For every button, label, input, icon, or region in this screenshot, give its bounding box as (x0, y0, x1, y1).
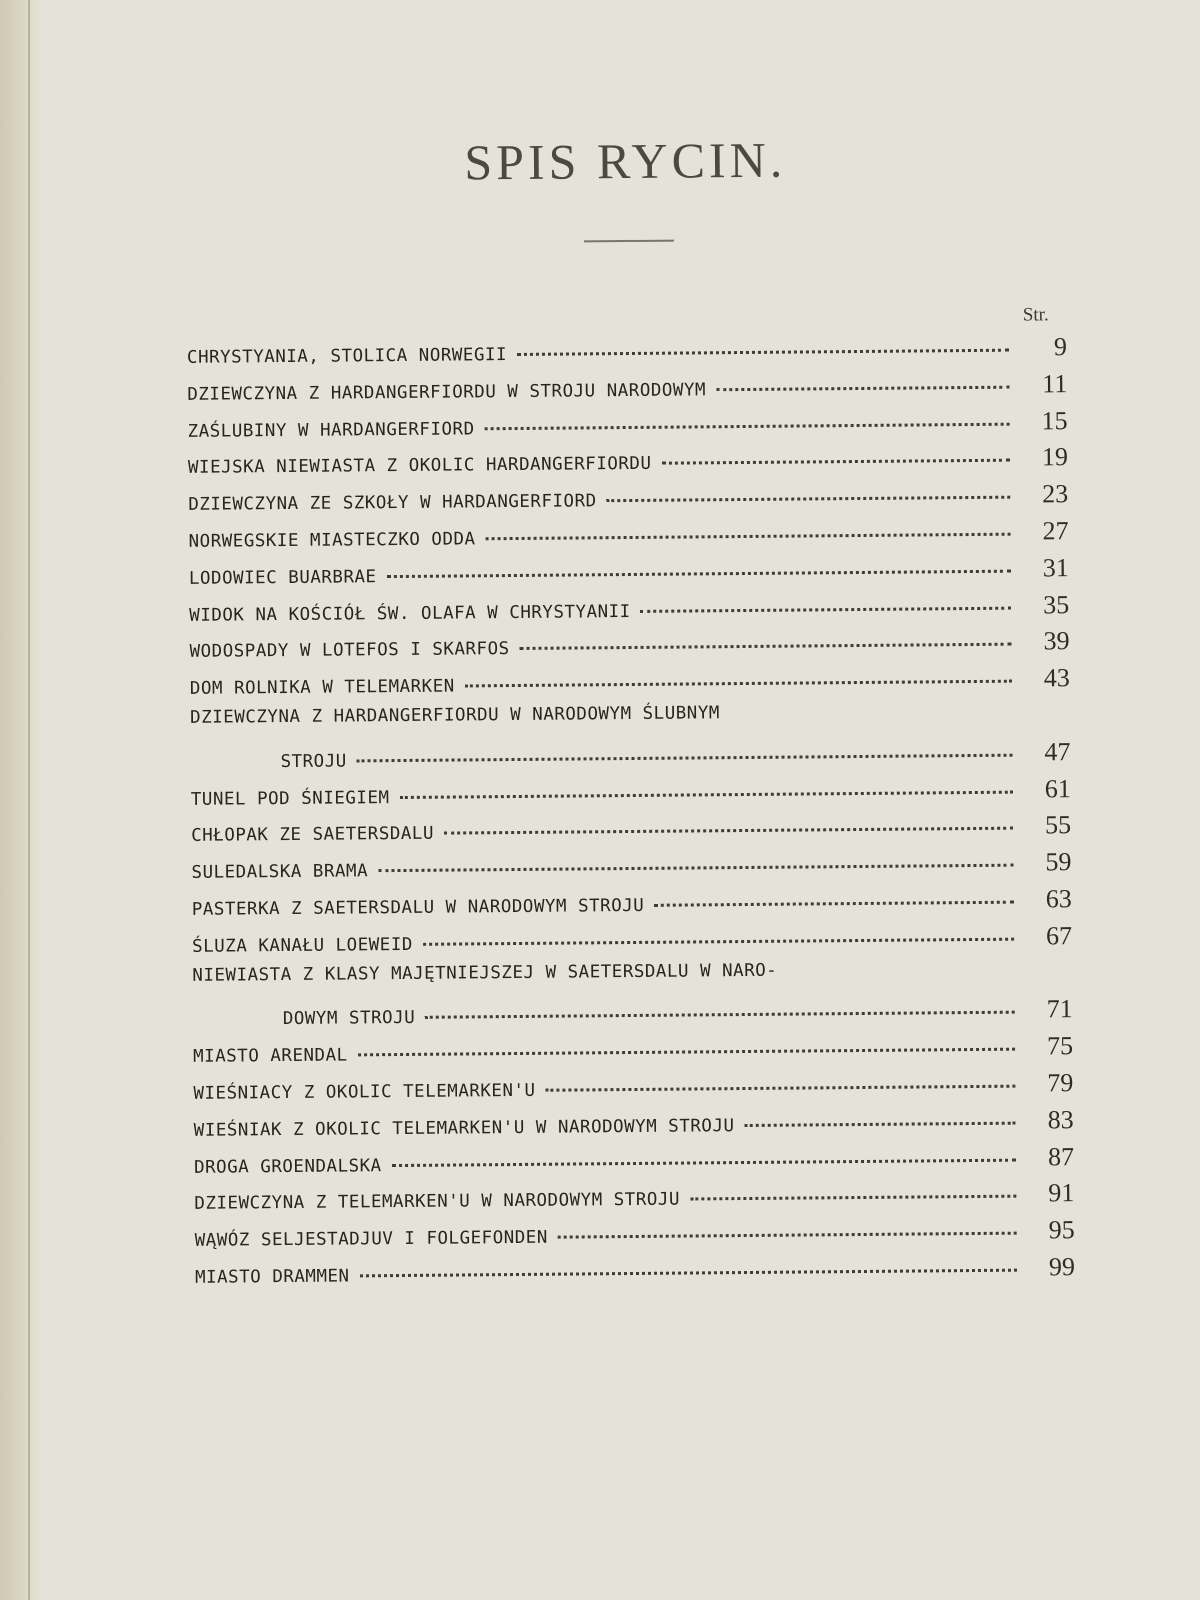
entry-page: 23 (1042, 479, 1069, 509)
entry-title: TUNEL POD ŚNIEGIEM (190, 787, 390, 810)
entry-page: 71 (1046, 994, 1073, 1024)
entry-page: 95 (1048, 1215, 1075, 1245)
entry-page: 87 (1047, 1141, 1075, 1171)
entry-title: DZIEWCZYNA Z HARDANGERFIORDU W NARODOWYM ŚLUBNYM (190, 703, 720, 728)
entry-title: ŚLUZA KANAŁU LOEWEID (192, 934, 413, 957)
entry-page: 75 (1046, 1031, 1074, 1061)
entry-title: WIEŚNIACY Z OKOLIC TELEMARKEN'U (193, 1080, 536, 1104)
entry-title-continued: DOWYM STROJU (282, 1008, 416, 1030)
dot-leader (661, 459, 1009, 465)
entry-page: 83 (1047, 1104, 1074, 1135)
entry-title: PASTERKA Z SAETERSDALU W NARODOWYM STROJU (191, 895, 645, 920)
entry-title: NORWEGSKIE MIASTECZKO ODDA (188, 529, 476, 552)
title-rule (584, 240, 674, 243)
entry-title: NIEWIASTA Z KLASY MAJĘTNIEJSZEJ W SAETERSDALU W NARO- (192, 960, 778, 986)
dot-leader (399, 790, 1012, 798)
entry-title: WIDOK NA KOŚCIÓŁ ŚW. OLAFA W CHRYSTYANII (189, 601, 631, 626)
entry-page: 31 (1042, 552, 1069, 583)
dot-leader (444, 827, 1013, 835)
dot-leader (690, 1195, 1016, 1201)
entry-title: DROGA GROENDALSKA (193, 1155, 382, 1178)
gutter-edge (28, 0, 30, 1600)
entry-title: WIEJSKA NIEWIASTA Z OKOLIC HARDANGERFIORDU (187, 454, 652, 479)
entry-page: 59 (1045, 847, 1072, 877)
entry-page: 35 (1043, 589, 1070, 619)
page-title: SPIS RYCIN. (464, 131, 787, 191)
entry-title: WODOSPADY W LOTEFOS I SKARFOS (189, 639, 510, 663)
list-entry (190, 663, 1070, 707)
dot-leader (716, 385, 1009, 391)
entry-title: DZIEWCZYNA Z TELEMARKEN'U W NARODOWYM STROJU (194, 1189, 681, 1215)
dot-leader (486, 533, 1011, 541)
dot-leader (425, 1011, 1015, 1019)
illustration-list (187, 332, 1075, 1296)
entry-title: CHRYSTYANIA, STOLICA NORWEGII (186, 345, 508, 368)
list-entry (195, 1252, 1075, 1296)
entry-title: CHŁOPAK ZE SAETERSDALU (191, 824, 435, 847)
entry-page: 67 (1045, 920, 1073, 951)
dot-leader (546, 1085, 1016, 1092)
entry-title: WIEŚNIAK Z OKOLIC TELEMARKEN'U W NARODOWYM STROJU (193, 1115, 735, 1141)
dot-leader (465, 680, 1012, 688)
book-gutter (0, 0, 42, 1600)
entry-title: LODOWIEC BUARBRAE (188, 566, 377, 589)
entry-page: 47 (1044, 736, 1071, 767)
dot-leader (485, 422, 1010, 430)
entry-page: 99 (1048, 1252, 1076, 1282)
entry-title: DZIEWCZYNA ZE SZKOŁY W HARDANGERFIORD (188, 491, 597, 516)
entry-title: WĄWÓZ SELJESTADJUV I FOLGEFONDEN (194, 1227, 548, 1251)
entry-title: DOM ROLNIKA W TELEMARKEN (189, 676, 455, 700)
dot-leader (744, 1121, 1015, 1126)
text-block (184, 0, 1078, 1600)
dot-leader (378, 864, 1013, 873)
entry-title-continued: STROJU (280, 751, 347, 772)
entry-title: SULEDALSKA BRAMA (191, 861, 369, 883)
dot-leader (520, 643, 1012, 650)
entry-page: 19 (1041, 442, 1069, 472)
dot-leader (357, 753, 1013, 762)
entry-page: 61 (1044, 773, 1071, 803)
entry-page: 63 (1045, 884, 1072, 914)
dot-leader (641, 606, 1012, 612)
entry-page: 9 (1053, 332, 1068, 362)
page-column-header: Str. (1022, 304, 1049, 326)
entry-page: 39 (1043, 626, 1070, 656)
entry-title: ZAŚLUBINY W HARDANGERFIORD (187, 418, 475, 442)
entry-title: MIASTO DRAMMEN (194, 1266, 350, 1288)
entry-page: 79 (1047, 1068, 1074, 1098)
list-entry (192, 921, 1072, 965)
entry-title: MIASTO ARENDAL (193, 1045, 348, 1067)
entry-page: 11 (1042, 368, 1068, 399)
entry-page: 91 (1048, 1178, 1075, 1208)
dot-leader (387, 569, 1011, 577)
entry-page: 43 (1043, 663, 1070, 693)
dot-leader (654, 901, 1014, 907)
entry-title: DZIEWCZYNA Z HARDANGERFIORDU W STROJU NARODOWYM (187, 380, 707, 405)
dot-leader (558, 1232, 1017, 1239)
dot-leader (517, 349, 1009, 356)
entry-page: 15 (1041, 405, 1068, 435)
entry-page: 27 (1042, 516, 1069, 546)
dot-leader (392, 1158, 1016, 1166)
dot-leader (607, 496, 1011, 503)
dot-leader (423, 937, 1014, 945)
entry-page: 55 (1044, 810, 1072, 840)
dot-leader (360, 1269, 1017, 1278)
dot-leader (358, 1048, 1015, 1057)
